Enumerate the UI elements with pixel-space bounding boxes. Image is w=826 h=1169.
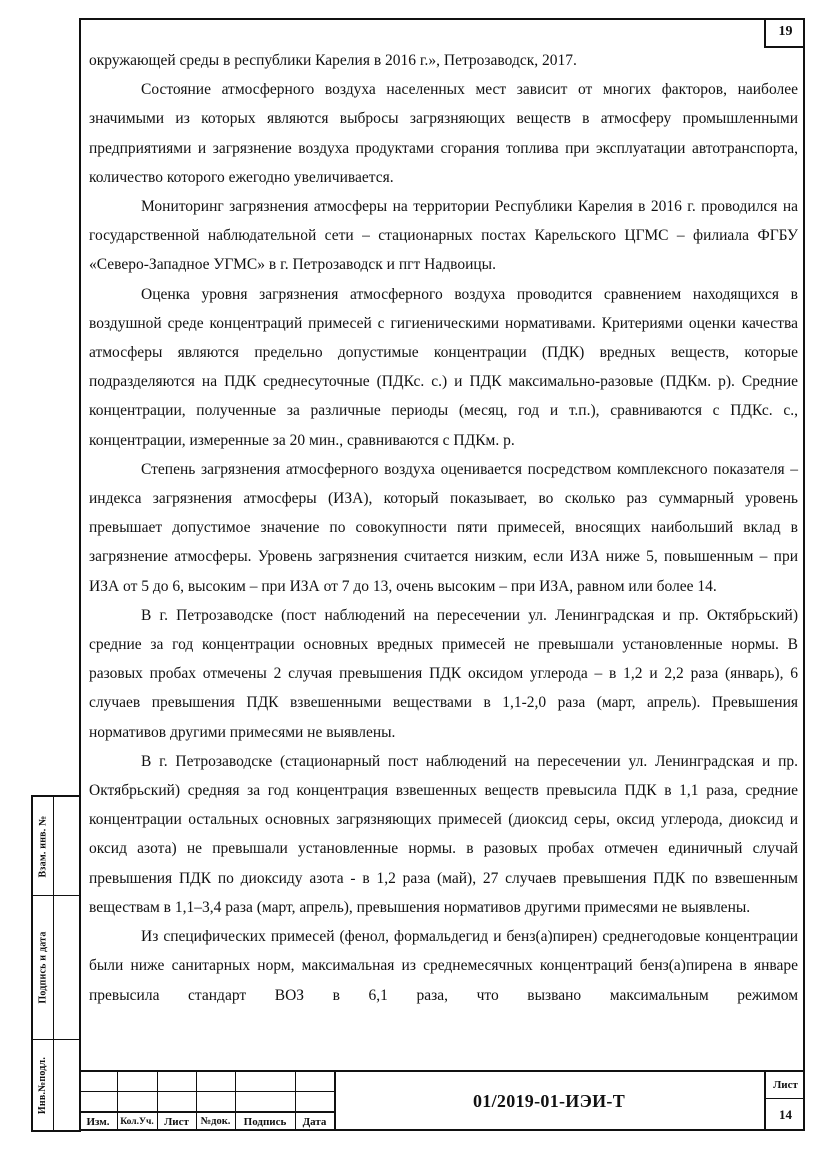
sheet-cell [764, 1072, 805, 1131]
paragraph: В г. Петрозаводске (стационарный пост наблюдений на пересечении ул. Ленинградская и пр. Октябрьский) средняя за год концентрация взвешенных веществ превысила ПДК в 1,1 раза, средние концентрации остальных основных загрязняющих примесей (диоксид серы, оксид углерода, диоксид и оксид азота) не превышали установленные нормы. в разовых пробах отмечен единичный случай превышения ПДК по диоксиду азота - в 1,2 раза (май), 27 случаев превышения ПДК по взвешенным веществам в 1,1–3,4 раза (март, апрель), превышения нормативов другими примесями не выявлены. [89, 752, 798, 916]
stamp-col-ndok: №док. [200, 1116, 231, 1127]
stamp-col-list: Лист [164, 1115, 189, 1128]
paragraph: Оценка уровня загрязнения атмосферного воздуха проводится сравнением находящихся в воздушной среде концентраций примесей с гигиеническими нормативами. Критериями оценки качества атмосферы являются предельно допустимые концентрации (ПДК) вредных веществ, которые подразделяются на ПДК среднесуточные (ПДКс. с.) и ПДК максимально-разовые (ПДКм. р). Средние концентрации, полученные за различные периоды (месяц, год и т.п.), сравниваются с ПДКс. с., концентрации, измеренные за 20 мин., сравниваются с ПДКм. р. [89, 285, 798, 449]
paragraph: Из специфических примесей (фенол, формальдегид и бенз(а)пирен) среднегодовые концентрации были ниже санитарных норм, максимальная из среднемесячных концентраций бенз(а)пирена в январе превысила стандарт ВОЗ в 6,1 раза, что вызвано максимальным режимом [89, 928, 798, 1004]
document-code: 01/2019-01-ИЭИ-Т [473, 1091, 625, 1111]
stamp-col-data: Дата [302, 1115, 327, 1128]
body-text [89, 46, 798, 1010]
signature-date-label: Подпись и дата [37, 930, 49, 1004]
paragraph: окружающей среды в республики Карелия в 2016 г.», Петрозаводск, 2017. [89, 52, 577, 69]
inv-podl-label: Инв.№подл. [37, 1056, 49, 1115]
sheet-label: Лист [766, 1072, 805, 1099]
binding-strip [31, 795, 81, 1132]
paragraph: Степень загрязнения атмосферного воздуха оценивается посредством комплексного показателя – индекса загрязнения атмосферы (ИЗА), который показывает, во сколько раз суммарный уровень превышает допустимое значение по совокупности пяти примесей, вносящих наибольший вклад в загрязнение атмосферы. Уровень загрязнения считается низким, если ИЗА ниже 5, повышенным – при ИЗА от 5 до 6, высоким – при ИЗА от 7 до 13, очень высоким – при ИЗА, равном или более 14. [89, 460, 798, 595]
paragraph: В г. Петрозаводске (пост наблюдений на пересечении ул. Ленинградская и пр. Октябрьский) средние за год концентрации основных вредных примесей не превышали установленные нормы. В разовых пробах отмечены 2 случая превышения ПДК оксидом углерода – в 1,2 и 2,2 раза (январь), 6 случаев превышения ПДК взвешенными веществами в 1,1-2,0 раза (март, апрель). Превышения нормативов другими примесями не выявлены. [89, 606, 798, 741]
stamp-col-izm: Изм. [86, 1115, 110, 1128]
vzam-inv-label: Взам. инв. № [37, 815, 49, 877]
page-number: 19 [764, 18, 805, 48]
paragraph: Мониторинг загрязнения атмосферы на территории Республики Карелия в 2016 г. проводился на государственной наблюдательной сети – стационарных постах Карельского ЦГМС – филиала ФГБУ «Северо-Западное УГМС» в г. Петрозаводск и пгт Надвоицы. [89, 198, 798, 274]
title-block [79, 1070, 805, 1131]
sheet-number: 14 [779, 1107, 792, 1122]
stamp-col-kol-uch: Кол.Уч. [120, 1116, 154, 1127]
stamp-col-podpis: Подпись [243, 1115, 287, 1128]
paragraph: Состояние атмосферного воздуха населенных мест зависит от многих факторов, наиболее значимыми из которых являются выбросы загрязняющих веществ в атмосферу промышленными предприятиями и загрязнение воздуха продуктами сгорания топлива при эксплуатации автотранспорта, количество которого ежегодно увеличивается. [89, 81, 798, 186]
